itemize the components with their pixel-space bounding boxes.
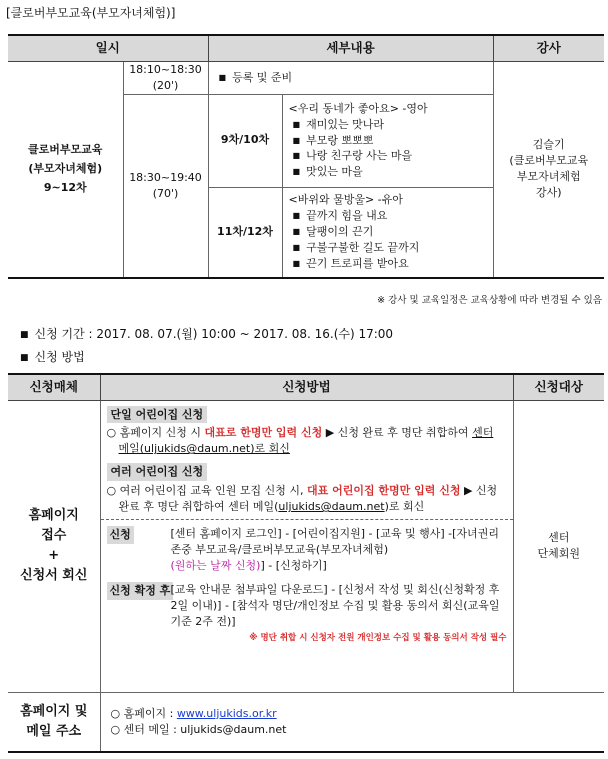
consent-note: ※ 명단 취합 시 신청자 전원 개인정보 수집 및 활용 동의서 작성 필수	[249, 632, 507, 643]
confirm-step: 신청 확정 후 [교육 안내문 첨부파일 다운로드] - [신청서 작성 및 회신(신청확정 후 2일 이내)] - [참석자 명단/개인정보 수집 및 활용 동의서 회신(교육일 기준 2주 전)]	[107, 582, 507, 630]
single-daycare-title: 단일 어린이집 신청	[107, 406, 208, 424]
homepage-line: ○ 홈페이지 : www.uljukids.or.kr	[107, 706, 605, 722]
single-daycare-section	[107, 406, 507, 458]
registration-cell	[208, 61, 493, 94]
square-bullet-icon: ■	[20, 330, 29, 340]
address-cell	[100, 692, 604, 752]
header-details: 세부내용	[208, 35, 493, 61]
program-name-cell: 클로버부모교육 (부모자녀체험) 9~12차	[8, 61, 123, 278]
application-period: ■ 신청 기간 : 2017. 08. 07.(월) 10:00 ~ 2017. 08. 16.(수) 17:00	[20, 327, 394, 341]
list-item: ■ 구불구불한 길도 끝까지	[289, 240, 493, 256]
header-target: 신청대상	[513, 374, 604, 400]
session-b-heading: <바위와 물방울> -유아	[288, 193, 403, 207]
application-method: ■ 신청 방법	[20, 350, 85, 364]
instructor-cell: 김슬기 (클로버부모교육 부모자녀체험 강사)	[493, 61, 604, 278]
multi-daycare-section	[107, 463, 507, 515]
square-bullet-icon: ■	[20, 353, 29, 363]
list-item: ■ 부모랑 뽀뽀뽀	[289, 133, 493, 149]
application-table	[8, 373, 604, 753]
header-instructor: 강사	[493, 35, 604, 61]
session-a-heading: <우리 동네가 좋아요> -영아	[288, 101, 428, 115]
list-item: ■ 끝까지 힘을 내요	[289, 208, 493, 224]
list-item: ■ 나랑 친구랑 사는 마을	[289, 148, 493, 164]
multi-daycare-title: 여러 어린이집 신청	[107, 463, 208, 481]
time-slot-1: 18:10~18:30 (20')	[123, 61, 208, 94]
list-item: ■ 끈기 트로피를 받아요	[289, 256, 493, 272]
header-medium: 신청매체	[8, 374, 100, 400]
email-line: ○ 센터 메일 : uljukids@daum.net	[107, 722, 605, 738]
header-method: 신청방법	[100, 374, 513, 400]
session-a-label: 9차/10차	[208, 94, 282, 187]
session-b-content	[282, 187, 493, 278]
list-item: ■ 달팽이의 끈기	[289, 224, 493, 240]
address-label-cell: 홈페이지 및 메일 주소	[8, 692, 100, 752]
homepage-link[interactable]: www.uljukids.or.kr	[176, 706, 277, 720]
header-datetime: 일시	[8, 35, 208, 61]
session-b-label: 11차/12차	[208, 187, 282, 278]
single-daycare-instruction: ○ 홈페이지 신청 시 대표로 한명만 입력 신청 ▶ 신청 완료 후 명단 취합하여 센터 메일(uljukids@daum.net)로 회신	[107, 425, 507, 457]
multi-daycare-instruction: ○ 여러 어린이집 교육 인원 모집 신청 시, 대표 어린이집 한명만 입력 신청 ▶ 신청 완료 후 명단 취합하여 센터 메일(uljukids@daum.net)로 회신	[107, 483, 507, 515]
dashed-divider	[101, 519, 513, 520]
schedule-table	[8, 34, 604, 279]
list-item: ■ 맛있는 마을	[289, 164, 493, 180]
apply-step: 신청 [센터 홈페이지 로그인] - [어린이집지원] - [교육 및 행사] -[자녀권리존중 부모교육/클로버부모교육(부모자녀체험) (원하는 날짜 신청)] - [신청하기]	[107, 526, 507, 574]
session-a-content	[282, 94, 493, 187]
list-item: ■ 재미있는 맛나라	[289, 117, 493, 133]
method-cell	[100, 400, 513, 692]
time-slot-2: 18:30~19:40 (70')	[123, 94, 208, 278]
target-cell: 센터 단체회원	[513, 400, 604, 692]
registration-text: ■ 등록 및 준비	[215, 70, 493, 86]
page-title: [클로버부모교육(부모자녀체험)]	[6, 6, 176, 20]
medium-cell: 홈페이지 접수 + 신청서 회신	[8, 400, 100, 692]
schedule-notice: ※ 강사 및 교육일정은 교육상황에 따라 변경될 수 있음	[377, 295, 602, 306]
